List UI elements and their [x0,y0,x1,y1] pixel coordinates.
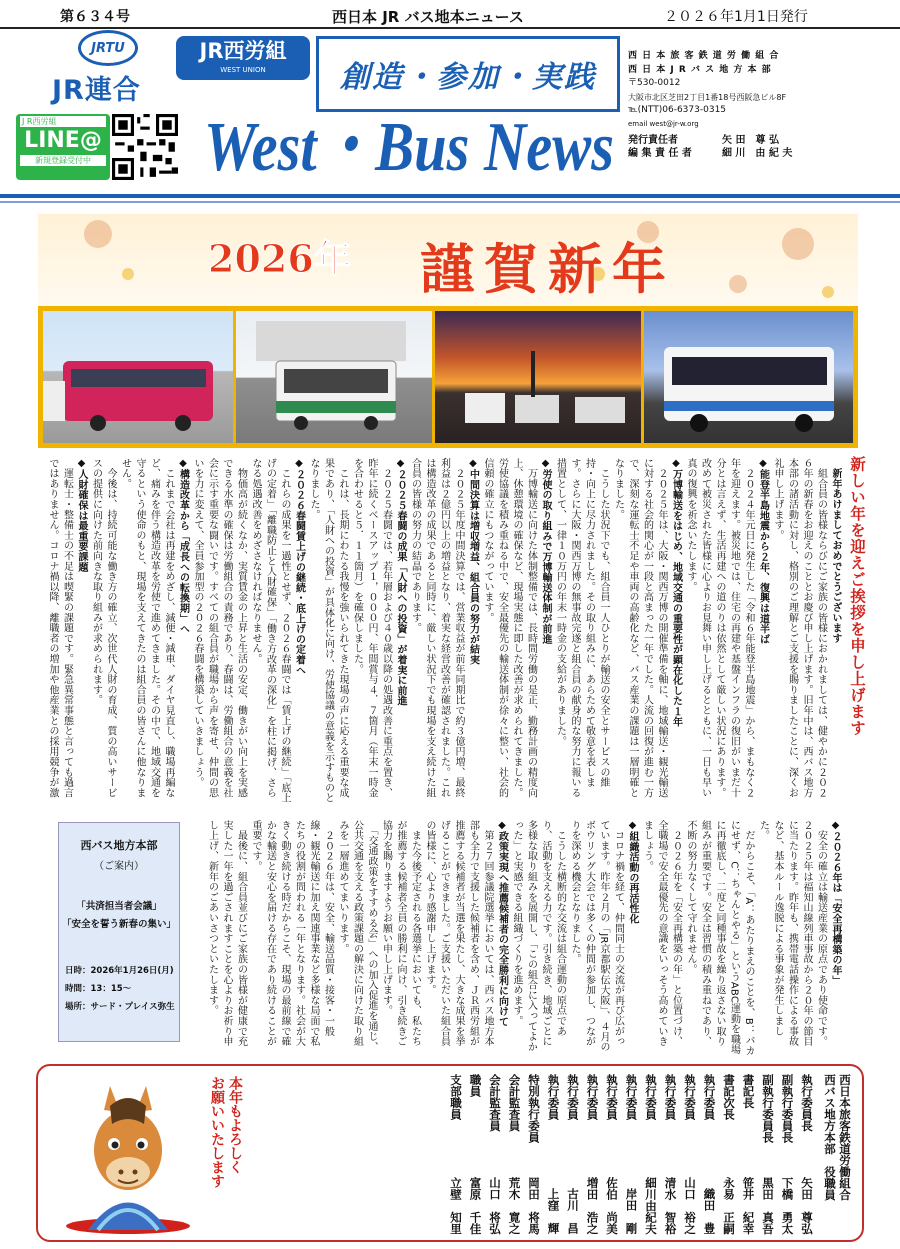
article-paragraph: ２０２５春闘では、若年層および４０歳以降の処遇改善に重点を置き、昨年に続くベースアップ１，０００円、年間賞与４．７箇月（年末一時金を合わせると５．１１箇月）を確保しました。 [351,458,392,798]
officer-name: 古川 昌 [566,1188,580,1234]
officer-entry [625,1074,639,1234]
article-paragraph: コロナ禍を経て、仲間同士の交流が再び広がっています。昨年２月の「JR京都駅伝大阪」、４月のボウリング大会では多くの仲間が参加し、つながりを深める機会となりました。 [569,820,624,1053]
notice-date: 2026年1月26日(月) [90,966,174,976]
officer-name: 上窪 輝 [546,1188,561,1234]
article-paragraph: これは、長期にわたる我慢を強いられてきた現場の声に応える重要な成果であり、「人財への投資」が具体化に向け、労使協議の意義を示すものとなりました。 [308,458,348,804]
article-heading: ◆労使の取り組みで万博輸送体制が前進 [540,458,551,645]
editor-name: 細 川 由 紀 夫 [721,148,793,160]
officer-role: 執行委員長 [800,1074,814,1132]
issue-number: 第６３４号 [60,9,130,25]
officer-role: 執行委員 [585,1074,600,1120]
officer-entry [586,1074,600,1234]
officer-entry [683,1074,697,1234]
banner-year: 2026年 [208,236,352,281]
article-heading: ◆中間決算は増収増益、組合員の努力が結実 [467,458,479,665]
notice-event-1: 「共済担当者会議」 [76,901,162,912]
article-heading: 新年あけましておめでとうございます [830,458,841,644]
officer-entry [547,1074,561,1234]
officer-entry [527,1074,541,1234]
photo-strip [38,306,858,448]
officer-entry [488,1074,502,1234]
article-paragraph: だからこそ、「A：あたりまえのことを、B：バカにせず、C：ちゃんとやる」というABC運動を職場に再徹底し、二度と同種事故を繰り返さない取り組みが重要です。安全は習慣の積み重ねであり、不断の努力なくして守れません。 [685,820,754,1056]
officer-role: 執行委員 [546,1074,561,1120]
officer-role: 特別執行委員 [527,1074,541,1143]
article-paragraph: これらの成果を一過性とせず、２０２６春闘では「賃上げの継続」「底上げの定着」「離職防止と人財確保」「働き方改革の深化」を柱に掲げ、さらなる処遇改善をめざさなければなりません。 [250,458,290,804]
officer-role: 会計監査員 [507,1074,522,1132]
notice-sub: （ご案内） [94,861,144,872]
article-paragraph: 万博輸送に向けた体制整備では、長時間労働の是正、勤務計画の精度向上、休憩環境の確保など、現場実態に即した改善が求められてきました。労使協議を積み重ねる中で、安全最優先の輸送体制が徐々に整い、社会的信頼の確立にもつながっています。 [482,458,537,798]
qr-code-icon [112,114,178,180]
address-block: 西 日 本 旅 客 鉄 道 労 働 組 合 西 日 本 J R バ ス 地 方 本 部 〒530-0012 大阪市北区芝田2丁目1番18号西阪急ビル8F ℡(NTT)06-6373-0315 email west@jr-w.org 発行責任者 矢 田 尊 弘 編 集 責 任 者 細 川 由 紀 夫 [628,51,793,160]
article-paragraph: 「交通政策をすすめる会」への加入促進を通じ、公共交通を支える政策課題の解決に向けた取り組みを一層進めてまいります。 [337,820,377,1052]
publisher-name: 矢 田 尊 弘 [722,134,779,146]
notice-place: サード・プレイス弥生 [90,1002,175,1012]
article-continued [190,820,842,1056]
officer-name: 荒木 寛之 [507,1176,522,1234]
jrtu-logo: JRTU [78,30,138,66]
officer-entry [469,1074,483,1234]
officers-heading: 西日本旅客鉄道労働組合 西バス地方本部 役職員 [823,1074,852,1201]
officer-name: 増田 浩之 [585,1176,600,1234]
officer-name: 織田 豊 [702,1188,717,1234]
officer-name: 岡田 将馬 [527,1176,541,1234]
article-heading: ◆政策実現へ推薦候補者の完全勝利に向けて [496,820,508,1027]
officer-role: 執行委員 [566,1074,580,1120]
officer-role: 執行委員 [624,1074,639,1120]
officer-name: 岸田 剛 [624,1188,639,1234]
article-heading: ◆万博輸送をはじめ、地域交通の重要性が顕在化した１年 [670,458,682,727]
officer-role: 執行委員 [605,1074,619,1120]
officer-entry [742,1074,756,1234]
officers-list [449,1074,814,1236]
officer-entry [644,1074,658,1234]
officer-role: 執行委員 [702,1074,717,1120]
notice-time: 13：15～ [90,984,132,994]
masthead-title [200,96,620,182]
article-heading: ◆２０２６春闘賃上げの継続・底上げの定着へ [293,458,305,676]
officer-entry [703,1074,717,1234]
article-paragraph: 最後に、組合員並びにご家族の皆様が健康で充実した一年を過ごされますことを心よりお祈り申し上げ、新年のごあいさつといたします。 [206,820,247,1047]
officer-name: 佐伯 尚美 [605,1176,619,1234]
article-paragraph: 安全の確立は輸送産業の原点であり使命です。２０２５年は福知山線列車事故から２０年の節目に当たります。昨年も、携帯電話操作による事故など、基本ルール逸脱による事象が発生しました。 [757,820,827,1047]
editor-role: 編 集 責 任 者 [628,148,692,160]
publisher-role: 発行責任者 [628,134,678,146]
officer-role: 書記長 [741,1074,756,1109]
header-band [0,194,900,198]
closing-message: 本年もよろしく お願いいたします [209,1076,243,1188]
officers-box [36,1064,864,1242]
article-paragraph: 今後は、持続可能な働き方の確立、次世代人財の育成、質の高いサービスの提供に向けた前向きな取り組みが求められます。 [90,458,116,798]
catchphrase-box: 創造・参加・実践 [316,36,620,112]
article-heading: ◆構造改革から「成長への転換期」へ [177,458,189,635]
issue-date: ２０２６年1月1日発行 [664,9,808,25]
officer-name: 下橋 勇太 [780,1176,795,1234]
notice-event-2: 「安全を誓う新春の集い」 [61,919,176,930]
officer-name: 黒田 真吾 [761,1176,775,1234]
bus-photo-4 [644,311,853,443]
jr-west-union-logo: JR西労組 WEST UNION [176,36,310,80]
article-paragraph: こうした状況下でも、組合員一人ひとりが輸送の安全とサービスの維持・向上に尽力されました。その取り組みに、あらためて敬意を表します。さらに大阪・関西万博の無事故完遂と組合員の献身的な努力に報いる措置として、一律１０万円の年末一時金の支給がありました。 [554,458,609,798]
article-paragraph: 組合員の皆様ならびにご家族の皆様におかれましては、健やかに２０２６年の新春をお迎えのこととお慶び申し上げます。旧年中は、西バス地方本部の諸活動に対し、格別のご理解とご支援を賜りましたことに、深くお礼申し上げます。 [772,458,827,798]
article-heading: ◆２０２５春闘の成果「人財への投資」が着実に前進 [395,458,406,707]
officer-role: 支部職員 [449,1074,463,1120]
article-paragraph: 物価高が続くなか、実質賃金の上昇と生活の安定、働きがい向上を実感できる水準の確保は労働組合の責務であり、春闘は、労働組合の意義を社会に示す重要な闘いです。すべての組合員が職場から声を寄せ、仲間の思いを力に変えて、全員参加型の２０２６春闘を構築していきましょう。 [192,458,247,798]
jr-rengo-logo: JR連合 [52,75,141,106]
newsletter-title: 西日本 JR バス地本ニュース [332,8,524,26]
article-paragraph: 第２７回参議院選挙においては、西バス地方本部も全力で支援した候補者を含め、ＪＲ西労組が推薦する候補者が当選を果たし、大きな成果を挙げることができました。ご支援いただいた組合員の皆様に、心より感謝申し上げます。 [424,820,493,1047]
article-paragraph: ２０２６年は、安全、輸送品質・接客・一般線・観光輸送に加え関連事業など多様な局面で私たちの役割が問われる一年となります。社会が大きく動き続ける時だからこそ、現場の最前線で確かな輸送と安心を届ける存在であり続けることが重要です。 [250,820,334,1047]
notice-title: 西バス地方本部 [80,839,158,852]
officer-name: 清水 智裕 [663,1176,678,1234]
masthead-text: West・Bus News [204,109,614,182]
subheadline: 新しい年を迎えご挨拶を申し上げます [848,456,866,737]
officer-role: 副執行委員長 [780,1074,795,1143]
officer-name: 細川由紀夫 [644,1176,658,1234]
article-paragraph: ２０２６年を「安全再構築の年」と位置づけ、全職場で安全最優先の意識をいっそう高めていきましょう。 [641,820,682,1047]
horse-mascot-icon [58,1080,198,1236]
officer-role: 執行委員 [644,1074,658,1120]
article-paragraph: これまで会社は再建をめざし、減便・減車、ダイヤ見直し、職場再編など、痛みを伴う構造改革を労使で進めてきました。その中で、地域交通を守るという使命のもと、現場を支えてきたのは組合員の皆さんに他なりません。 [119,458,174,798]
officer-role: 執行委員 [683,1074,697,1120]
officer-role: 会計監査員 [488,1074,502,1132]
officer-entry [508,1074,522,1234]
banner-greeting: 謹賀新年 [420,237,676,301]
bus-photo-1 [43,311,233,443]
officer-entry [800,1074,814,1234]
officer-entry [761,1074,775,1234]
article-heading: ◆２０２６年は「安全再構築の年」 [830,820,841,986]
article-paragraph: ２０２５年は、大阪・関西万博の開催準備を軸に、地域輸送・観光輸送に対する社会的関心が一段と高まった一年でした。人流の回復が進む一方で、深刻な運転士不足や車両の高齢化など、バス産業の課題は一層明確となりました。 [612,458,667,798]
officer-name: 山口 裕之 [683,1176,697,1234]
officer-role: 執行委員 [663,1074,678,1120]
bus-photo-3 [435,311,641,443]
officer-role: 書記次長 [722,1074,736,1120]
officer-entry [722,1074,736,1234]
new-year-banner [38,214,858,308]
article-paragraph: 運転士・整備士の不足は喫緊の課題です。緊急異常事態と言っても過言ではありません。コロナ禍以降、離職者の増加や他産業との採用競争が激 [47,458,73,798]
officer-entry [781,1074,795,1234]
article-paragraph: また今後予定される各選挙においても、私たちが推薦する候補者全員の勝利に向け、引き続きご協力を賜りますようお願い申し上げます。 [380,820,421,1047]
bus-photo-2 [236,311,432,443]
officer-entry [449,1074,463,1234]
officer-name: 富原 千佳 [468,1176,483,1234]
officer-entry [566,1074,580,1234]
notice-box: 西バス地方本部 （ご案内） 「共済担当者会議」 「安全を誓う新春の集い」 日時：2026年1月26日(月) 時間：13：15～ 場所：サード・プレイス弥生 [58,822,180,1042]
article-main [46,458,842,804]
article-heading: ◆人財確保は最重要課題 [76,458,87,573]
officer-name: 笹井 紀幸 [741,1176,756,1234]
officer-entry [605,1074,619,1234]
line-banner: J R西労組 LINE@ 新規登録受付中 [16,114,110,180]
officer-name: 永易 正嗣 [722,1176,736,1234]
officer-name: 山口 将弘 [488,1176,502,1234]
article-paragraph: ２０２４年元日に発生した「令和６年能登半島地震」から、まもなく２年を迎えます。被災地では、住宅の再建や基盤インフラの復旧がいまだ十分とは言えず、生活再建への道のりは依然として厳しい状況にあります。改めて被災された皆様に心よりお見舞い申し上げるとともに、一日も早い真の復興を祈念いたします。 [685,458,754,798]
officer-name: 立壁 知里 [449,1176,463,1234]
article-heading: ◆組織活動の再活性化 [627,820,638,924]
officer-role: 副執行委員長 [761,1074,775,1143]
article-paragraph: こうした横断的な交流は組合運動の原点であり、活動を支える力です。引き続き、地域ごとに多様な取り組みを展開し、「この組合に入ってよかった」と実感できる組織づくりを進めます。 [511,820,566,1052]
officer-role: 職員 [468,1074,483,1097]
article-heading: ◆能登半島地震から２年、復興は道半ば [757,458,769,645]
article-paragraph: ２０２５年度中間決算では、営業収益が前年同期比で約３億円増、最終利益は２億円以上の増益となり、着実な経営改善が確認されました。これは構造改革の成果であると同時に、厳しい状況下でも現場を支え続けた組合員の皆様の努力の結晶であります。 [409,458,464,798]
officer-entry [664,1074,678,1234]
officer-name: 矢田 尊弘 [800,1176,814,1234]
